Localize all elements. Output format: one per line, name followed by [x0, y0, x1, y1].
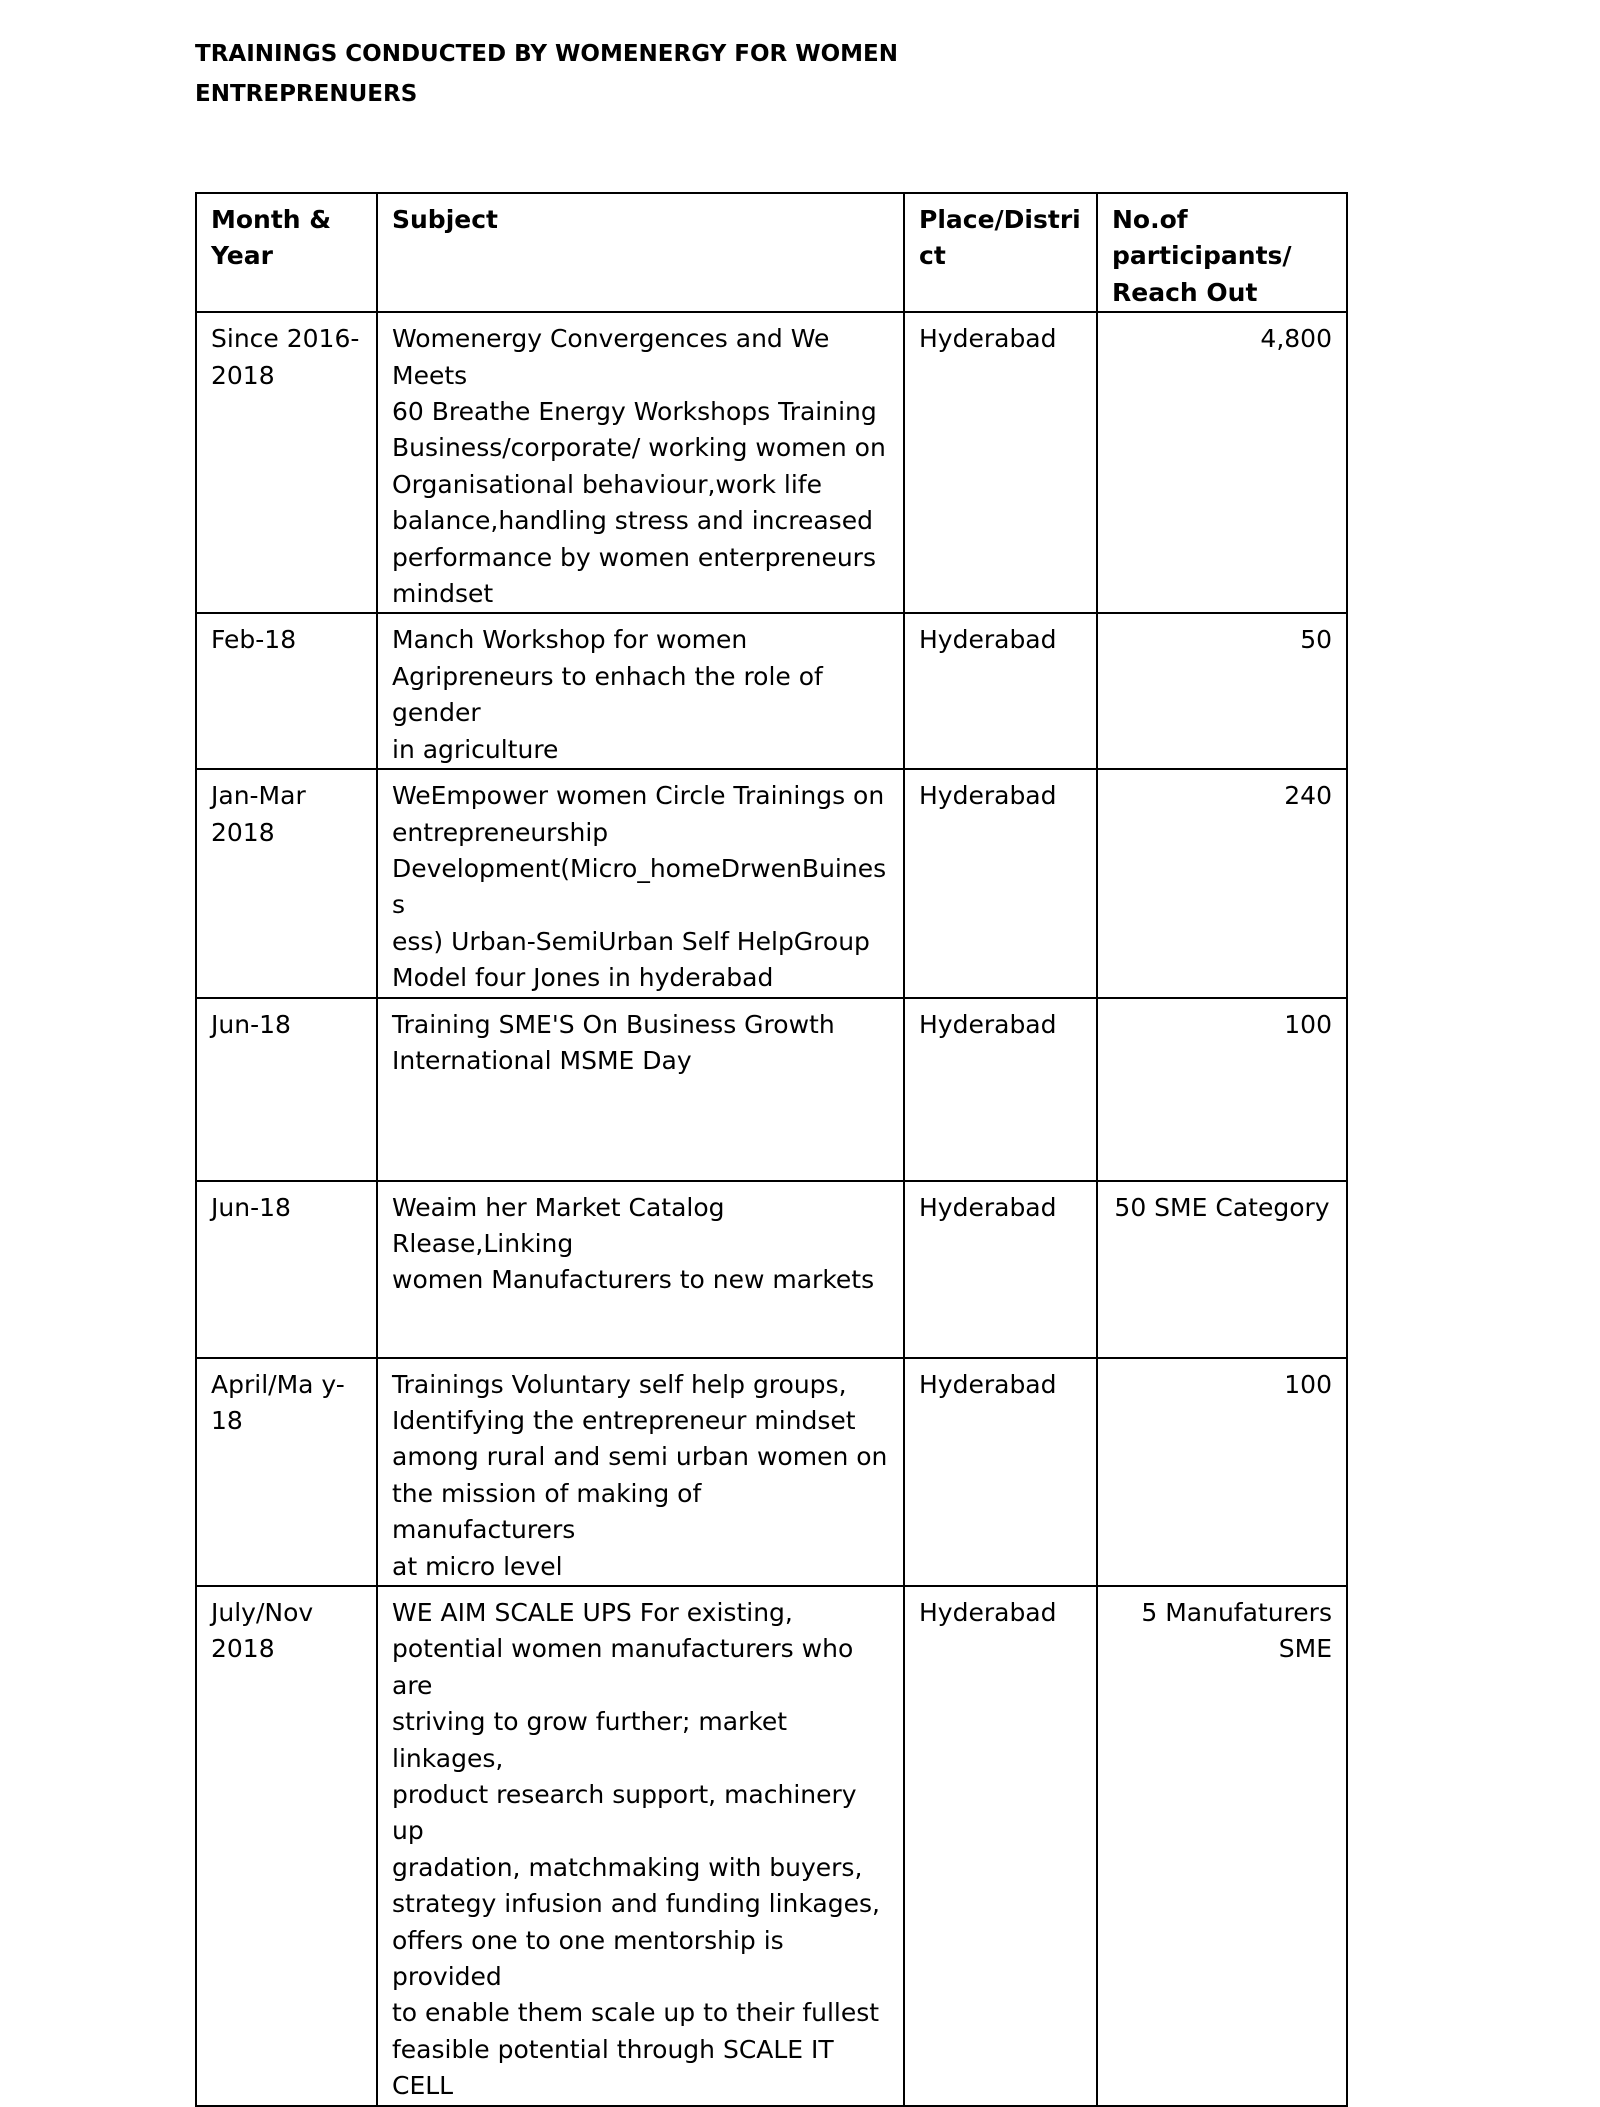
cell-participants: 240	[1097, 769, 1347, 997]
cell-subject: Manch Workshop for women Agripreneurs to enhach the role of gender in agriculture	[377, 613, 904, 769]
cell-place: Hyderabad	[904, 613, 1097, 769]
document-title-line-2: ENTREPRENUERS	[195, 81, 418, 107]
header-participants: No.of participants/ Reach Out	[1097, 193, 1347, 312]
document-title	[195, 34, 955, 114]
cell-place: Hyderabad	[904, 769, 1097, 997]
table-header-row	[196, 193, 1347, 312]
table-row	[196, 1181, 1347, 1358]
cell-place: Hyderabad	[904, 998, 1097, 1181]
cell-month-year: Since 2016- 2018	[196, 312, 377, 613]
trainings-table	[195, 192, 1348, 2107]
cell-month-year: Jun-18	[196, 1181, 377, 1358]
table-row	[196, 312, 1347, 613]
cell-subject: Womenergy Convergences and We Meets 60 Breathe Energy Workshops Training Business/corporate/ working women on Organisational behaviour,work life balance,handling stress and increased performance by women enterpreneurs mindset	[377, 312, 904, 613]
cell-place: Hyderabad	[904, 1358, 1097, 1586]
cell-place: Hyderabad	[904, 1181, 1097, 1358]
cell-place: Hyderabad	[904, 1586, 1097, 2106]
header-place: Place/District	[904, 193, 1097, 312]
table-row	[196, 613, 1347, 769]
cell-participants: 50	[1097, 613, 1347, 769]
table-row	[196, 1586, 1347, 2106]
header-month-year: Month & Year	[196, 193, 377, 312]
cell-subject: WE AIM SCALE UPS For existing, potential women manufacturers who are striving to grow further; market linkages, product research support, machinery up gradation, matchmaking with buyers, strategy infusion and funding linkages, offers one to one mentorship is provided to enable them scale up to their fullest feasible potential through SCALE IT CELL	[377, 1586, 904, 2106]
cell-month-year: Jan-Mar 2018	[196, 769, 377, 997]
table-row	[196, 1358, 1347, 1586]
cell-participants: 4,800	[1097, 312, 1347, 613]
cell-place: Hyderabad	[904, 312, 1097, 613]
cell-participants: 50 SME Category	[1097, 1181, 1347, 1358]
header-subject: Subject	[377, 193, 904, 312]
table-row	[196, 769, 1347, 997]
cell-subject: Trainings Voluntary self help groups, Identifying the entrepreneur mindset among rural and semi urban women on the mission of making of manufacturers at micro level	[377, 1358, 904, 1586]
cell-subject: Weaim her Market Catalog Rlease,Linking women Manufacturers to new markets	[377, 1181, 904, 1358]
cell-subject: WeEmpower women Circle Trainings on entrepreneurship Development(Micro_homeDrwenBuiness ess) Urban-SemiUrban Self HelpGroup Model four Jones in hyderabad	[377, 769, 904, 997]
cell-participants: 100	[1097, 1358, 1347, 1586]
cell-month-year: Feb-18	[196, 613, 377, 769]
document-title-line-1: TRAININGS CONDUCTED BY WOMENERGY FOR WOMEN	[195, 41, 899, 67]
cell-month-year: April/Ma y- 18	[196, 1358, 377, 1586]
cell-participants: 5 Manufaturers SME	[1097, 1586, 1347, 2106]
cell-month-year: Jun-18	[196, 998, 377, 1181]
cell-subject: Training SME'S On Business Growth International MSME Day	[377, 998, 904, 1181]
cell-month-year: July/Nov 2018	[196, 1586, 377, 2106]
cell-participants: 100	[1097, 998, 1347, 1181]
table-row	[196, 998, 1347, 1181]
